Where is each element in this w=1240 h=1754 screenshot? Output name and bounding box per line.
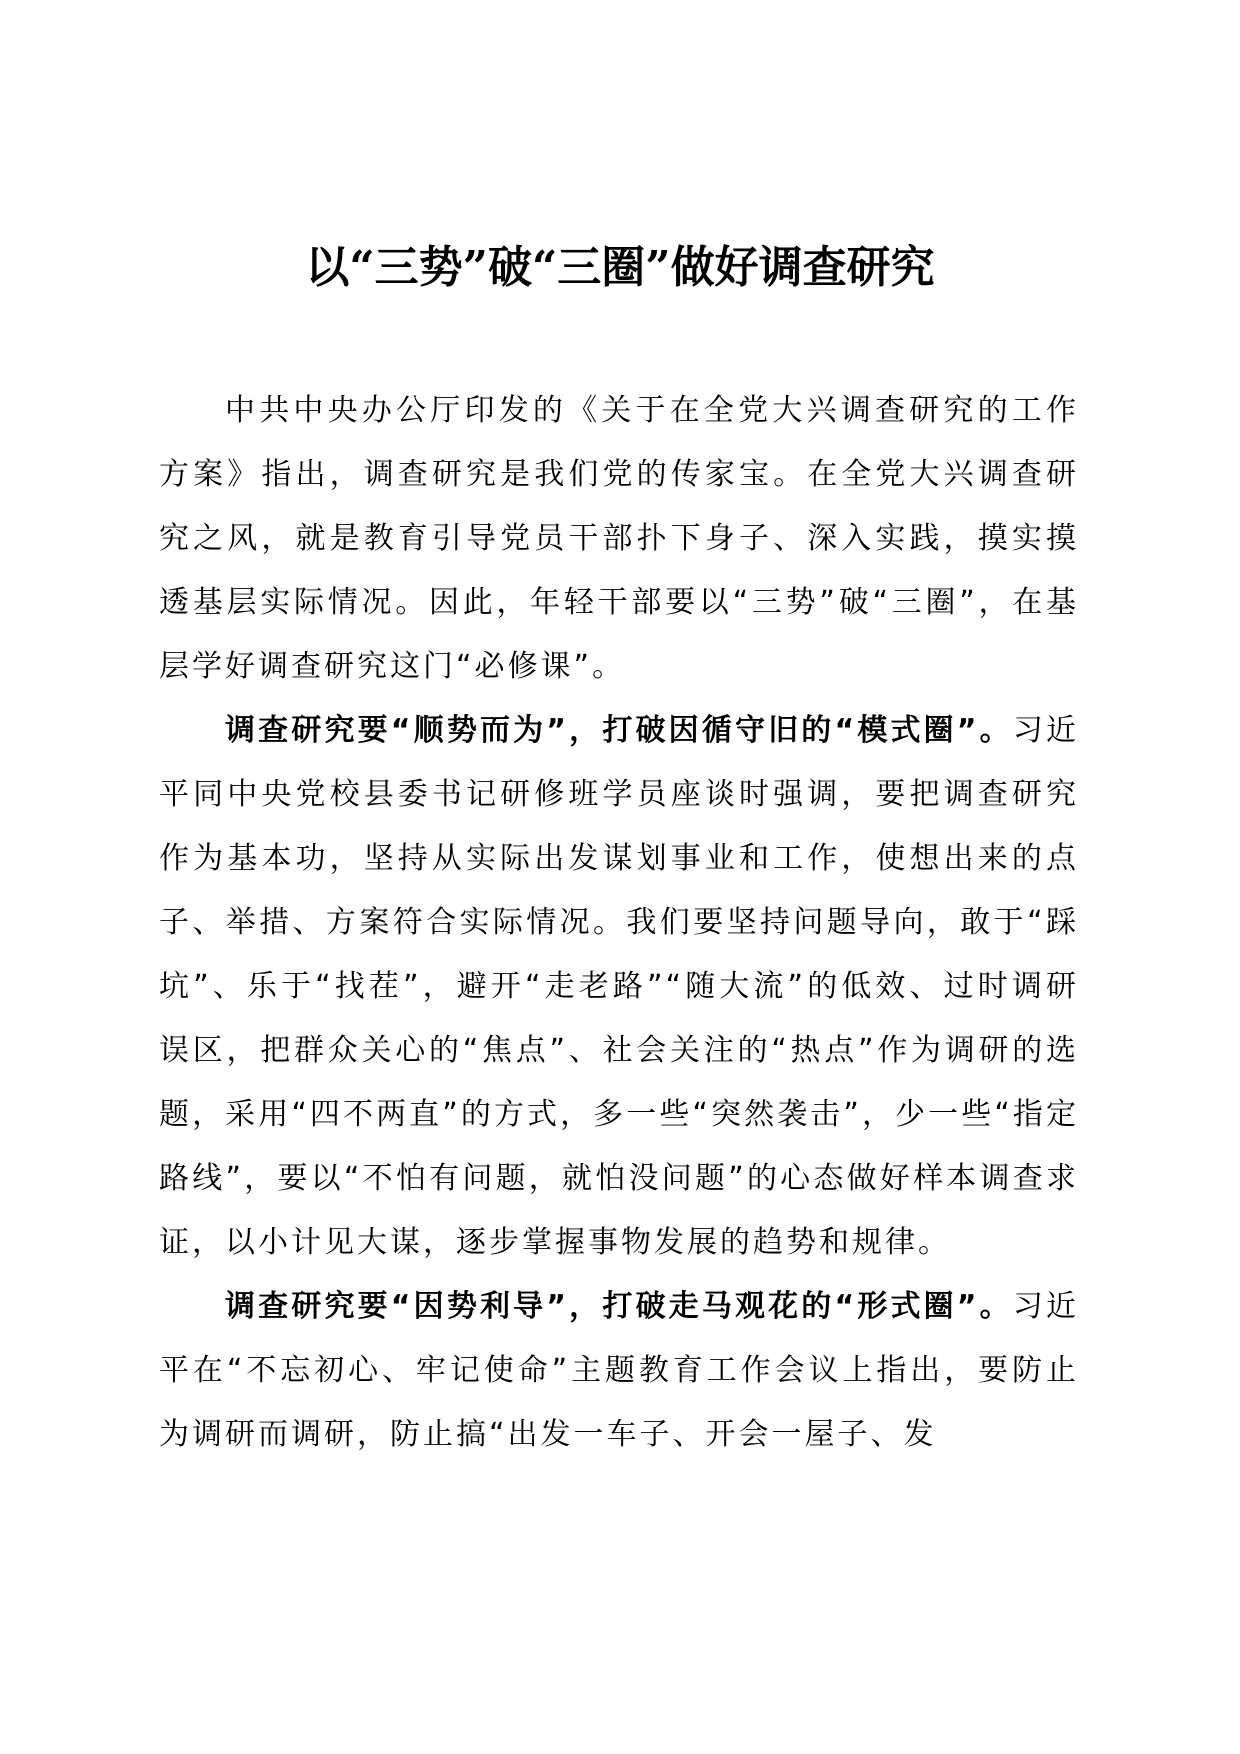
paragraph-text: 习近平在“不忘初心、牢记使命”主题教育工作会议上指出，要防止为调研而调研，防止搞“出发一车子、开会一屋子、发 <box>159 1289 1080 1452</box>
paragraph-section-1 <box>159 699 1079 1275</box>
document-title: 以“三势”破“三圈”做好调查研究 <box>305 242 935 293</box>
paragraph-intro <box>159 379 1079 699</box>
paragraph-text: 中共中央办公厅印发的《关于在全党大兴调查研究的工作方案》指出，调查研究是我们党的传家宝。在全党大兴调查研究之风，就是教育引导党员干部扑下身子、深入实践，摸实摸透基层实际情况。因此，年轻干部要以“三势”破“三圈”，在基层学好调查研究这门“必修课”。 <box>159 393 1079 684</box>
paragraph-section-2 <box>159 1275 1079 1467</box>
paragraph-lead: 调查研究要“顺势而为”，打破因循守旧的“模式圈”。 <box>225 713 1013 748</box>
paragraph-lead: 调查研究要“因势利导”，打破走马观花的“形式圈”。 <box>225 1289 1013 1324</box>
paragraph-text: 习近平同中央党校县委书记研修班学员座谈时强调，要把调查研究作为基本功，坚持从实际出发谋划事业和工作，使想出来的点子、举措、方案符合实际情况。我们要坚持问题导向，敢于“踩坑”、乐于“找茬”，避开“走老路”“随大流”的低效、过时调研误区，把群众关心的“焦点”、社会关注的“热点”作为调研的选题，采用“四不两直”的方式，多一些“突然袭击”，少一些“指定路线”，要以“不怕有问题，就怕没问题”的心态做好样本调查求证，以小计见大谋，逐步掌握事物发展的趋势和规律。 <box>159 713 1080 1260</box>
document-body <box>159 379 1079 1467</box>
